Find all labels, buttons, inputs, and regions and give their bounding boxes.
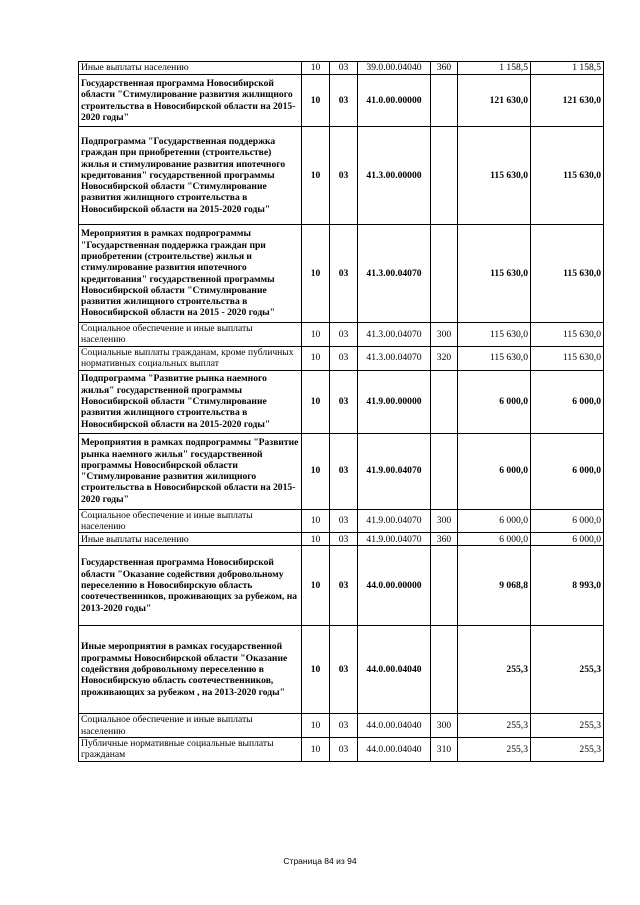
row-subsection-code: 03 [330,737,358,761]
row-target-article-code: 41.3.00.00000 [358,127,431,225]
row-target-article-code: 44.0.00.04040 [358,737,431,761]
row-name: Иные выплаты населению [79,533,302,546]
row-amount-1: 115 630,0 [458,346,531,370]
row-name: Государственная программа Новосибирской области "Стимулирование развития жилищного строительства в Новосибирской области на 2015-2020 годы" [79,75,302,127]
row-expense-type-code: 310 [431,737,458,761]
row-expense-type-code: 360 [431,533,458,546]
row-name: Мероприятия в рамках подпрограммы "Развитие рынка наемного жилья" государственной программы Новосибирской области "Стимулирование развития жилищного строительства в Новосибирской области на 2015-2020 годы" [79,433,302,509]
row-subsection-code: 03 [330,370,358,433]
row-amount-2: 1 158,5 [531,62,604,75]
table-row [79,714,604,738]
table-row [79,75,604,127]
row-target-article-code: 41.3.00.04070 [358,323,431,347]
row-name: Мероприятия в рамках подпрограммы "Государственная поддержка граждан при приобретении (строительстве) жилья и стимулирование развития ипотечного кредитования" государственной программы Новосибирской области "Стимулирование развития жилищного строительства в Новосибирской области на 2015 - 2020 годы" [79,225,302,323]
row-amount-1: 255,3 [458,737,531,761]
table-row [79,346,604,370]
row-amount-2: 6 000,0 [531,433,604,509]
row-amount-2: 6 000,0 [531,370,604,433]
page-number-footer: Страница 84 из 94 [283,856,357,866]
row-subsection-code: 03 [330,127,358,225]
row-amount-2: 8 993,0 [531,546,604,626]
row-subsection-code: 03 [330,433,358,509]
row-subsection-code: 03 [330,62,358,75]
table-row [79,127,604,225]
row-name: Государственная программа Новосибирской области "Оказание содействия добровольному переселению в Новосибирскую область соотечественников, проживающих за рубежом, на 2013-2020 годы" [79,546,302,626]
row-section-code: 10 [302,62,330,75]
table-row [79,737,604,761]
row-amount-2: 6 000,0 [531,533,604,546]
row-name: Подпрограмма "Развитие рынка наемного жилья" государственной программы Новосибирской области "Стимулирование развития жилищного строительства в Новосибирской области на 2015-2020 годы" [79,370,302,433]
row-amount-1: 6 000,0 [458,433,531,509]
table-row [79,225,604,323]
budget-table [78,61,604,762]
row-section-code: 10 [302,127,330,225]
row-section-code: 10 [302,225,330,323]
row-subsection-code: 03 [330,225,358,323]
row-subsection-code: 03 [330,626,358,714]
row-amount-1: 255,3 [458,626,531,714]
row-expense-type-code: 300 [431,323,458,347]
row-target-article-code: 41.3.00.04070 [358,225,431,323]
row-amount-1: 6 000,0 [458,533,531,546]
table-row [79,323,604,347]
row-amount-1: 1 158,5 [458,62,531,75]
row-target-article-code: 41.3.00.04070 [358,346,431,370]
row-amount-1: 9 068,8 [458,546,531,626]
row-expense-type-code: 300 [431,509,458,533]
row-expense-type-code [431,127,458,225]
row-target-article-code: 41.9.00.00000 [358,370,431,433]
row-subsection-code: 03 [330,714,358,738]
row-expense-type-code: 300 [431,714,458,738]
row-expense-type-code [431,626,458,714]
row-name: Публичные нормативные социальные выплаты гражданам [79,737,302,761]
row-amount-2: 115 630,0 [531,346,604,370]
table-row [79,62,604,75]
row-name: Иные выплаты населению [79,62,302,75]
row-section-code: 10 [302,509,330,533]
row-amount-1: 6 000,0 [458,370,531,433]
row-name: Подпрограмма "Государственная поддержка граждан при приобретении (строительстве) жилья и стимулирование развития ипотечного кредитования" государственной программы Новосибирской области "Стимулирование развития жилищного строительства в Новосибирской области на 2015-2020 годы" [79,127,302,225]
row-amount-1: 115 630,0 [458,225,531,323]
row-amount-1: 115 630,0 [458,323,531,347]
row-name: Социальное обеспечение и иные выплаты населению [79,509,302,533]
row-section-code: 10 [302,737,330,761]
row-amount-2: 6 000,0 [531,509,604,533]
row-amount-1: 6 000,0 [458,509,531,533]
row-target-article-code: 44.0.00.04040 [358,714,431,738]
row-section-code: 10 [302,626,330,714]
row-subsection-code: 03 [330,323,358,347]
row-subsection-code: 03 [330,75,358,127]
row-section-code: 10 [302,714,330,738]
row-target-article-code: 41.9.00.04070 [358,509,431,533]
row-subsection-code: 03 [330,533,358,546]
row-amount-2: 115 630,0 [531,127,604,225]
row-subsection-code: 03 [330,509,358,533]
row-amount-2: 255,3 [531,626,604,714]
row-section-code: 10 [302,346,330,370]
row-name: Социальное обеспечение и иные выплаты населению [79,714,302,738]
row-amount-1: 121 630,0 [458,75,531,127]
row-expense-type-code: 320 [431,346,458,370]
row-target-article-code: 41.9.00.04070 [358,533,431,546]
row-amount-2: 115 630,0 [531,225,604,323]
row-expense-type-code [431,546,458,626]
row-subsection-code: 03 [330,546,358,626]
row-target-article-code: 39.0.00.04040 [358,62,431,75]
table-row [79,509,604,533]
table-row [79,533,604,546]
row-section-code: 10 [302,75,330,127]
row-name: Социальные выплаты гражданам, кроме публичных нормативных социальных выплат [79,346,302,370]
row-subsection-code: 03 [330,346,358,370]
row-amount-2: 121 630,0 [531,75,604,127]
row-expense-type-code [431,433,458,509]
row-expense-type-code [431,75,458,127]
row-expense-type-code [431,370,458,433]
row-name: Иные мероприятия в рамках государственной программы Новосибирской области "Оказание содействия добровольному переселению в Новосибирскую область соотечественников, проживающих за рубежом , на 2013-2020 годы" [79,626,302,714]
row-amount-2: 255,3 [531,714,604,738]
row-expense-type-code: 360 [431,62,458,75]
row-amount-2: 115 630,0 [531,323,604,347]
row-amount-2: 255,3 [531,737,604,761]
row-amount-1: 115 630,0 [458,127,531,225]
row-target-article-code: 44.0.00.00000 [358,546,431,626]
row-name: Социальное обеспечение и иные выплаты населению [79,323,302,347]
table-row [79,626,604,714]
table-row [79,546,604,626]
row-target-article-code: 41.0.00.00000 [358,75,431,127]
table-row [79,370,604,433]
row-section-code: 10 [302,323,330,347]
row-target-article-code: 41.9.00.04070 [358,433,431,509]
row-amount-1: 255,3 [458,714,531,738]
row-section-code: 10 [302,533,330,546]
row-expense-type-code [431,225,458,323]
row-section-code: 10 [302,546,330,626]
row-section-code: 10 [302,370,330,433]
table-row [79,433,604,509]
row-target-article-code: 44.0.00.04040 [358,626,431,714]
row-section-code: 10 [302,433,330,509]
